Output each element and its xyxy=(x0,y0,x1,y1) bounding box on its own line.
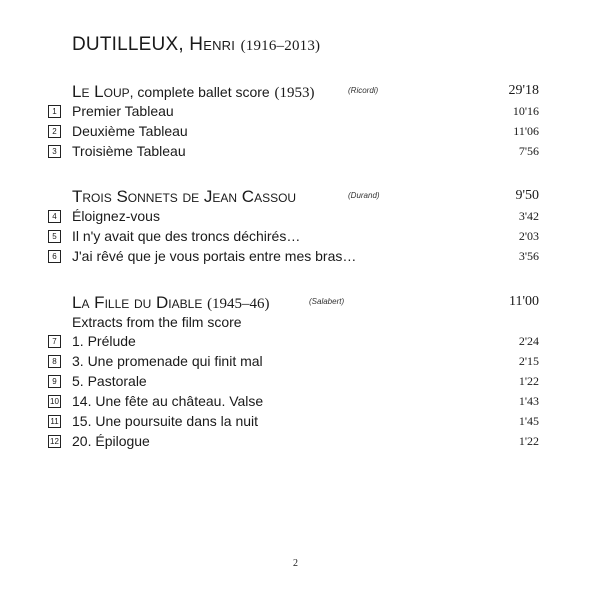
track-duration: 3'42 xyxy=(518,209,539,223)
track-duration: 2'03 xyxy=(518,229,539,243)
track-row xyxy=(48,208,539,226)
track-title: 5. Pastorale xyxy=(72,373,147,389)
composer-surname: DUTILLEUX, xyxy=(72,34,184,55)
track-title: Troisième Tableau xyxy=(72,143,186,159)
track-duration: 1'22 xyxy=(518,374,539,388)
work-duration: 9'50 xyxy=(515,188,539,203)
track-number-box: 10 xyxy=(48,395,61,408)
track-row xyxy=(48,123,539,141)
track-number-box: 9 xyxy=(48,375,61,388)
composer-dates: (1916–2013) xyxy=(240,38,321,54)
track-title: 3. Une promenade qui finit mal xyxy=(72,353,263,369)
track-number-box: 7 xyxy=(48,335,61,348)
track-number-box: 2 xyxy=(48,125,61,138)
track-row xyxy=(48,413,539,431)
work-duration: 29'18 xyxy=(508,83,539,98)
track-title: Deuxième Tableau xyxy=(72,123,188,139)
track-duration: 7'56 xyxy=(518,144,539,158)
page-number: 2 xyxy=(293,558,298,569)
track-duration: 1'22 xyxy=(518,434,539,448)
track-title: 14. Une fête au château. Valse xyxy=(72,393,264,409)
track-duration: 2'15 xyxy=(518,354,539,368)
track-number-box: 1 xyxy=(48,105,61,118)
work-note: Extracts from the film score xyxy=(72,314,242,330)
track-number-box: 12 xyxy=(48,435,61,448)
work-le-loup xyxy=(72,82,539,104)
work-year: (1953) xyxy=(274,85,315,101)
track-duration: 2'24 xyxy=(518,334,539,348)
track-title: Il n'y avait que des troncs déchirés… xyxy=(72,228,301,244)
track-row xyxy=(48,353,539,371)
track-title: J'ai rêvé que je vous portais entre mes bras… xyxy=(72,248,357,264)
track-row xyxy=(48,228,539,246)
track-title: Éloignez-vous xyxy=(72,208,160,224)
track-duration: 10'16 xyxy=(512,104,539,118)
track-number-box: 3 xyxy=(48,145,61,158)
composer-firstname: Henri xyxy=(189,34,236,55)
work-publisher: (Ricordi) xyxy=(348,86,379,95)
work-title: Le Loup xyxy=(72,82,130,101)
work-publisher: (Durand) xyxy=(348,191,380,200)
work-trois-sonnets xyxy=(72,187,539,209)
track-title: 20. Épilogue xyxy=(72,433,150,449)
track-title: Premier Tableau xyxy=(72,103,174,119)
track-number-box: 5 xyxy=(48,230,61,243)
track-row xyxy=(48,103,539,121)
work-la-fille-du-diable xyxy=(72,293,539,315)
track-duration: 3'56 xyxy=(518,249,539,263)
track-row xyxy=(48,373,539,391)
work-year: (1945–46) xyxy=(207,296,270,312)
track-row xyxy=(48,433,539,451)
composer-heading xyxy=(72,34,320,56)
track-number-box: 4 xyxy=(48,210,61,223)
track-title: 15. Une poursuite dans la nuit xyxy=(72,413,259,429)
track-title: 1. Prélude xyxy=(72,333,136,349)
track-number-box: 8 xyxy=(48,355,61,368)
work-title: Trois Sonnets de Jean Cassou xyxy=(72,187,297,206)
track-number-box: 6 xyxy=(48,250,61,263)
work-title: La Fille du Diable xyxy=(72,293,203,312)
track-duration: 1'43 xyxy=(518,394,539,408)
work-duration: 11'00 xyxy=(508,294,539,309)
track-row xyxy=(48,143,539,161)
work-subtitle: , complete ballet score xyxy=(129,84,270,100)
track-duration: 11'06 xyxy=(513,124,539,138)
track-row xyxy=(48,333,539,351)
track-row xyxy=(48,248,539,266)
work-publisher: (Salabert) xyxy=(309,297,345,306)
track-duration: 1'45 xyxy=(518,414,539,428)
track-row xyxy=(48,393,539,411)
track-number-box: 11 xyxy=(48,415,61,428)
